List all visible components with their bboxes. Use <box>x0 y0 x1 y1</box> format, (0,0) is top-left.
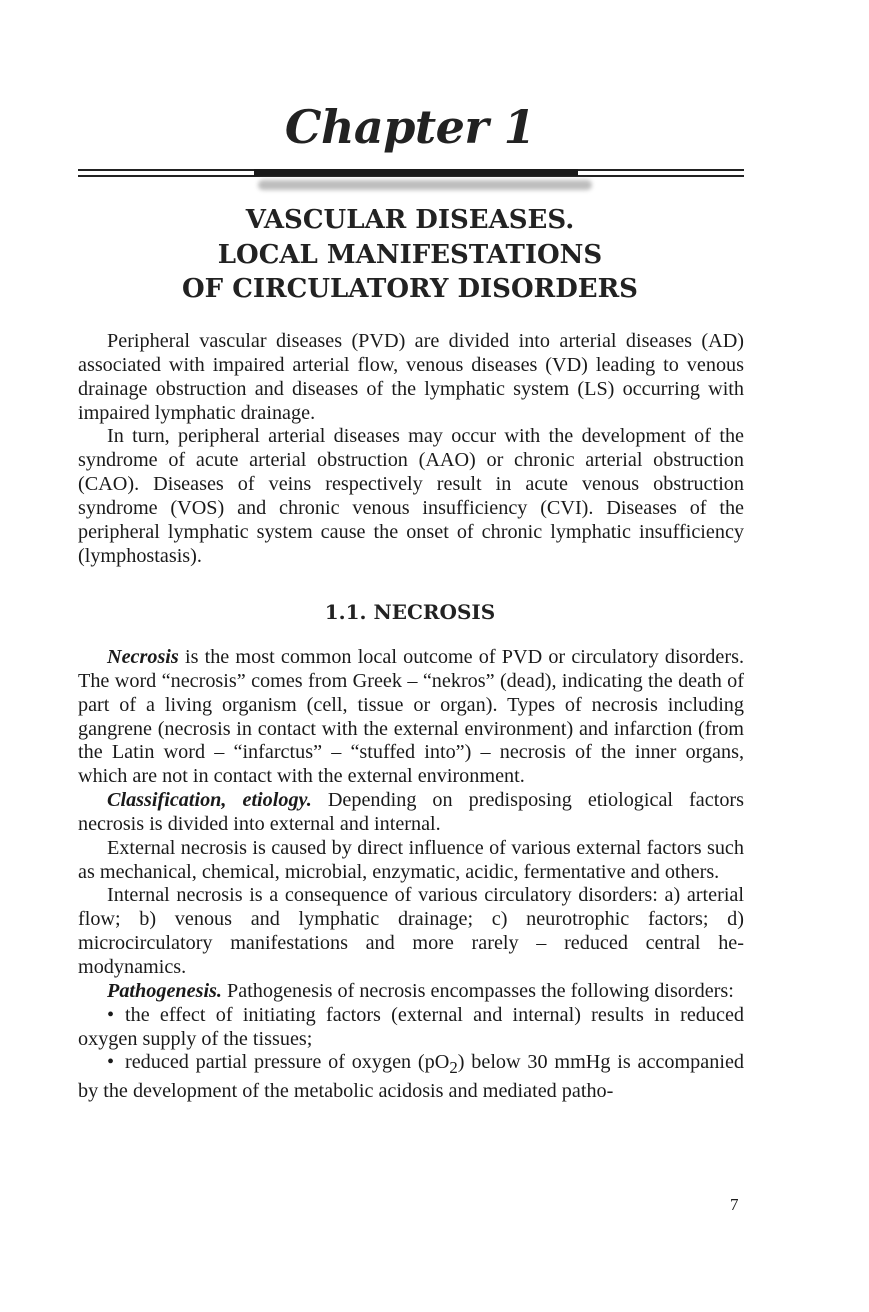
bullet-item-1-text: the effect of initiating factors (external and internal) results in reduced oxygen supply of the tissues; <box>78 1003 744 1050</box>
bullet-item-2-text-a: reduced partial pressure of oxygen (pO <box>125 1051 450 1074</box>
necrosis-paragraph-text: is the most common local outcome of PVD or circulatory disorders. The word “necrosis” comes from Greek – “nekros” (dead), indicating the death of part of a living organism (cell, tissue or organ). Types of necrosis including gangrene (necrosis in contact with the external environment) and infarction (from the Latin word – “infarctus” – “stuffed into”) – necrosis of the inner organs, which are not in contact with the external environment. <box>78 646 744 788</box>
necrosis-paragraph <box>78 646 744 789</box>
necrosis-section-text <box>78 646 744 1104</box>
bullet-item-2-text-b: ) below 30 mmHg is accompanied by the development of the metabolic acidosis and mediated patho- <box>78 1051 744 1103</box>
classification-paragraph <box>78 789 744 837</box>
intro-paragraph-2: In turn, peripheral arterial diseases may occur with the development of the syndrome of acute arterial obstruction (AAO) or chronic arterial obstruction (CAO). Diseases of veins respectively result in acute venous obstruction syndrome (VOS) and chronic venous insufficiency (CVI). Diseases of the peripheral lymphatic system cause the onset of chronic lymphatic insufficiency (lymphostasis). <box>78 425 744 567</box>
internal-necrosis-paragraph: Internal necrosis is a consequence of various circulatory disorders: a) arterial flow; b) venous and lymphatic drainage; c) neurotrophic factors; d) microcirculatory manifestations and more rarely – reduced central hemodynamics. <box>78 884 744 978</box>
section-heading: 1.1. NECROSIS <box>324 600 496 624</box>
intro-text <box>78 330 744 568</box>
chapter-rule-shadow <box>258 180 592 190</box>
classification-paragraph-text: Depending on predisposing etiological factors necrosis is divided into external and internal. <box>78 789 744 835</box>
classification-term: Classification, etiology. <box>107 789 312 812</box>
bullet-icon: • <box>107 1051 115 1074</box>
necrosis-term: Necrosis <box>107 646 179 668</box>
pathogenesis-term: Pathogenesis. <box>107 979 222 1002</box>
pathogenesis-paragraph <box>78 980 744 1004</box>
chapter-heading-line-2: LOCAL MANIFESTATIONS <box>217 239 603 270</box>
chapter-title: Chapter 1 <box>284 100 536 154</box>
bullet-item-1 <box>78 1004 744 1052</box>
chapter-heading <box>0 203 820 307</box>
bullet-item-2-subscript: 2 <box>449 1058 458 1078</box>
chapter-heading-line-1: VASCULAR DISEASES. <box>245 205 575 235</box>
pathogenesis-paragraph-text: Pathogenesis of necrosis encompasses the following disorders: <box>221 979 734 1002</box>
page-number: 7 <box>730 1195 739 1214</box>
chapter-rule-thick <box>254 169 578 176</box>
external-necrosis-paragraph: External necrosis is caused by direct influence of various external factors such as mechanical, chemical, microbial, enzymatic, acidic, fermentative and others. <box>78 836 744 883</box>
bullet-icon: • <box>107 1003 115 1026</box>
chapter-heading-line-3: OF CIRCULATORY DISORDERS <box>182 274 638 304</box>
intro-paragraph-1: Peripheral vascular diseases (PVD) are divided into arterial diseases (AD) associated with impaired arterial flow, venous diseases (VD) leading to venous drainage obstruction and diseases of the lymphatic system (LS) occurring with impaired lymphatic drainage. <box>78 330 744 424</box>
bullet-item-2 <box>78 1051 744 1104</box>
